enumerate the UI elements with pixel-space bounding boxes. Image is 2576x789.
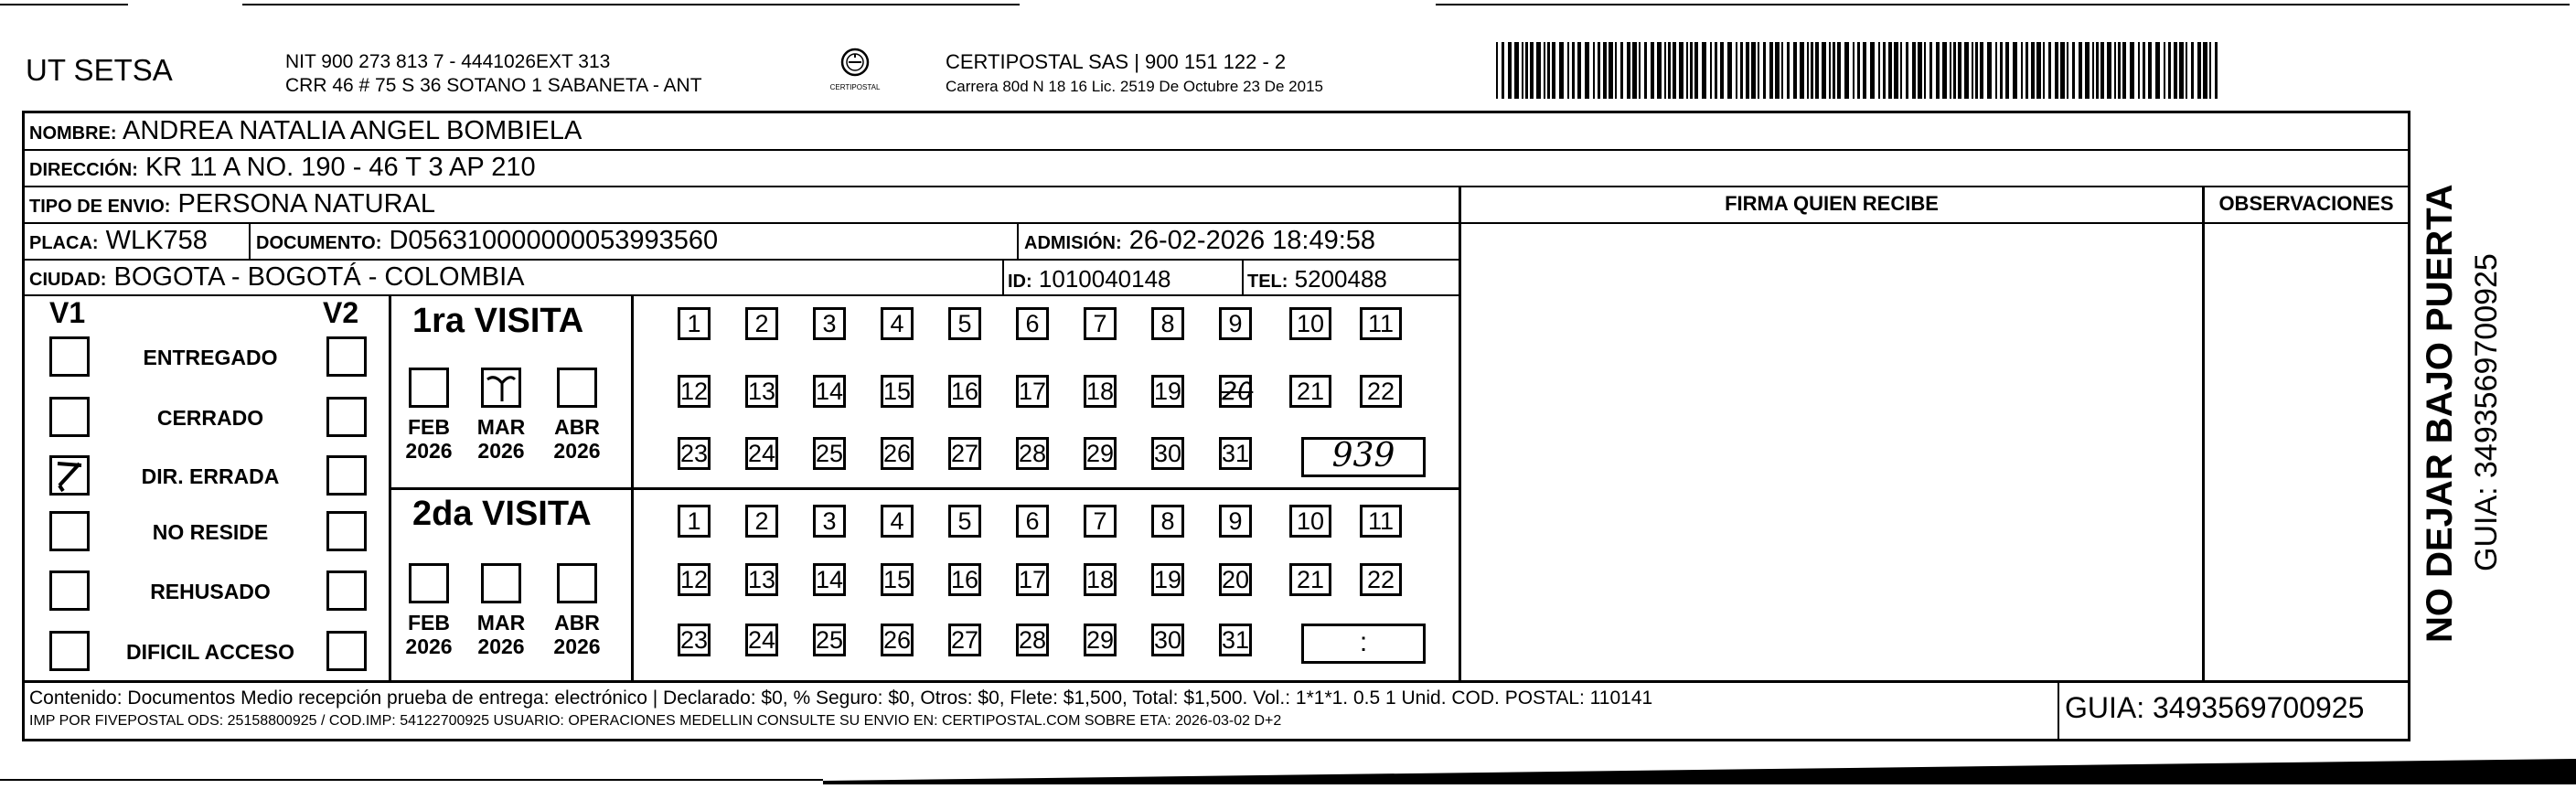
barcode-bar [2148, 42, 2152, 99]
barcode-bar [2096, 42, 2099, 99]
barcode-bar [1620, 42, 1623, 99]
barcode-bar [2055, 42, 2058, 99]
day-box[interactable]: 22 [1360, 563, 1402, 596]
barcode-bar [2031, 42, 2035, 99]
day-box[interactable]: 7 [1084, 307, 1117, 340]
document-value: D056310000000053993560 [389, 226, 719, 255]
plate-value: WLK758 [105, 226, 208, 255]
v2-checkbox[interactable] [326, 631, 367, 671]
day-box[interactable]: 8 [1151, 307, 1184, 340]
barcode-bar [2186, 42, 2187, 99]
barcode-bar [1572, 42, 1575, 99]
row-rule [22, 149, 2410, 151]
v2-checkbox[interactable] [326, 511, 367, 551]
barcode-bar [2067, 42, 2068, 99]
v1-checkbox[interactable] [49, 397, 90, 437]
day-box[interactable]: 24 [745, 437, 778, 470]
v2-checkbox[interactable] [326, 570, 367, 611]
day-box[interactable]: 19 [1151, 563, 1184, 596]
side-warning: NO DEJAR BAJO PUERTA [2420, 184, 2460, 643]
barcode-bar [1857, 42, 1860, 99]
barcode-bar [2155, 42, 2160, 99]
day-box[interactable]: 21 [1289, 375, 1331, 408]
footer-rule [22, 680, 2410, 683]
company-name: UT SETSA [26, 53, 173, 87]
barcode-bar [2005, 42, 2009, 99]
barcode-bar [1953, 42, 1956, 99]
visit1-title: 1ra VISITA [412, 302, 584, 340]
day-box[interactable]: 21 [1289, 563, 1331, 596]
ship-type-row [29, 188, 435, 222]
address-row [29, 152, 536, 186]
barcode-bar [1987, 42, 1992, 99]
barcode-bar [1598, 42, 1600, 99]
day-box[interactable]: 12 [678, 563, 711, 596]
certipostal-logo [828, 46, 882, 99]
day-box[interactable]: 20 [1219, 563, 1252, 596]
barcode-bar [1547, 42, 1550, 99]
day-box[interactable]: 2 [745, 505, 778, 538]
barcode-bar [1639, 42, 1641, 99]
tel-value: 5200488 [1294, 265, 1387, 293]
barcode-bar [1975, 42, 1978, 99]
day-box[interactable]: 14 [813, 375, 846, 408]
month-name: FEB [408, 611, 450, 634]
day-box[interactable]: 3 [813, 505, 846, 538]
day-box[interactable]: 12 [678, 375, 711, 408]
barcode-bar [1664, 42, 1666, 99]
admission-divider [1017, 222, 1019, 259]
check-mark-icon [52, 458, 87, 493]
day-box[interactable]: 5 [948, 307, 981, 340]
name-label: NOMBRE: [29, 123, 117, 144]
form-border-bottom [22, 739, 2410, 741]
recipient-address: KR 11 A NO. 190 - 46 T 3 AP 210 [144, 153, 536, 182]
barcode-bar [2130, 42, 2134, 99]
top-rule [1436, 4, 2570, 5]
barcode-bar [1657, 42, 1662, 99]
barcode-graphic [1496, 42, 2228, 99]
barcode-bar [1751, 42, 1756, 99]
time-box[interactable]: : [1301, 624, 1426, 664]
barcode-bar [1936, 42, 1940, 99]
footer-content-line: Contenido: Documentos Medio recepción prueba de entrega: electrónico | Declarado: $0, % Seguro: $0, Otros: $0, Flete: $1,500, Total: $1,500. Vol.: 1*1*1. 0.5 1 Unid. COD. POSTAL: 110141 [29, 688, 1653, 709]
day-box[interactable]: 17 [1016, 563, 1049, 596]
barcode-bar [1508, 42, 1512, 99]
month-year: 2026 [405, 634, 453, 658]
barcode-bar [1522, 42, 1523, 99]
barcode-bar [2197, 42, 2201, 99]
barcode-bar [1758, 42, 1759, 99]
v1-header: V1 [49, 296, 86, 329]
barcode-bar [1632, 42, 1637, 99]
barcode-bar [1888, 42, 1892, 99]
barcode-bar [1972, 42, 1973, 99]
status-label: NO RESIDE [152, 520, 269, 544]
barcode-bar [1615, 42, 1617, 99]
day-box[interactable]: 17 [1016, 375, 1049, 408]
month-year: 2026 [477, 634, 525, 658]
city-label: CIUDAD: [29, 270, 107, 290]
barcode-bar [1807, 42, 1809, 99]
visit2-title: 2da VISITA [412, 495, 592, 533]
admission-value: 26-02-2026 18:49:58 [1128, 226, 1376, 255]
day-box[interactable]: 29 [1084, 437, 1117, 470]
day-box[interactable]: 5 [948, 505, 981, 538]
barcode-bar [1912, 42, 1916, 99]
day-box[interactable]: 11 [1360, 505, 1402, 538]
barcode-bar [1603, 42, 1607, 99]
top-rule [242, 4, 1020, 5]
v1-checkbox[interactable] [49, 455, 90, 496]
barcode-bar [1690, 42, 1693, 99]
status-label: DIR. ERRADA [141, 464, 280, 488]
time-box[interactable]: 939 [1301, 437, 1426, 477]
barcode-bar [2079, 42, 2082, 99]
day-box[interactable]: 10 [1289, 505, 1331, 538]
day-box[interactable]: 13 [745, 375, 778, 408]
barcode-bar [1567, 42, 1569, 99]
admission-label: ADMISIÓN: [1024, 233, 1122, 253]
city-value: BOGOTA - BOGOTÁ - COLOMBIA [113, 262, 525, 292]
month-name: ABR [554, 611, 600, 634]
id-divider [1002, 259, 1004, 295]
barcode-bar [1929, 42, 1932, 99]
day-box[interactable]: 16 [948, 563, 981, 596]
barcode-bar [2048, 42, 2051, 99]
barcode-bar [1530, 42, 1534, 99]
carrier-line: CERTIPOSTAL SAS | 900 151 122 - 2 [946, 50, 1287, 73]
barcode-bar [2107, 42, 2111, 99]
month-name: FEB [408, 415, 450, 439]
day-box[interactable]: 2 [745, 307, 778, 340]
barcode-bar [1958, 42, 1961, 99]
day-box[interactable]: 15 [881, 563, 914, 596]
barcode-bar [1894, 42, 1898, 99]
month-name: ABR [554, 415, 600, 439]
barcode-bar [2021, 42, 2023, 99]
barcode-bar [2100, 42, 2104, 99]
status-label: DIFICIL ACCESO [125, 640, 294, 664]
day-box[interactable]: 13 [745, 563, 778, 596]
city-field [29, 261, 525, 295]
barcode-bar [1552, 42, 1555, 99]
barcode-bar [2060, 42, 2065, 99]
month-year: 2026 [553, 439, 601, 463]
barcode-bar [1559, 42, 1564, 99]
day-box[interactable]: 10 [1289, 307, 1331, 340]
status-label: CERRADO [156, 406, 264, 430]
barcode-bar [2043, 42, 2045, 99]
barcode-bar [2174, 42, 2177, 99]
row-rule [22, 259, 1459, 261]
visit-divider [389, 487, 1459, 490]
barcode-bar [1740, 42, 1743, 99]
footer-guia: GUIA: 3493569700925 [2065, 691, 2365, 724]
barcode-bar [1536, 42, 1541, 99]
day-box[interactable]: 6 [1016, 505, 1049, 538]
barcode-bar [1775, 42, 1780, 99]
barcode-bar [1673, 42, 1676, 99]
day-box[interactable]: 6 [1016, 307, 1049, 340]
barcode-bar [2036, 42, 2041, 99]
day-box[interactable]: 25 [813, 624, 846, 656]
barcode-bar [1815, 42, 1819, 99]
month-name: MAR [476, 611, 526, 634]
barcode-bar [1577, 42, 1581, 99]
id-label: ID: [1008, 272, 1032, 292]
form-border-top [22, 111, 2410, 113]
barcode [1496, 42, 2228, 99]
id-value: 1010040148 [1038, 265, 1171, 293]
day-box[interactable]: 19 [1151, 375, 1184, 408]
day-box[interactable]: 7 [1084, 505, 1117, 538]
address-label: DIRECCIÓN: [29, 160, 138, 180]
day-box[interactable]: 9 [1219, 307, 1252, 340]
barcode-bar [1769, 42, 1773, 99]
barcode-bar [1844, 42, 1849, 99]
barcode-bar [1736, 42, 1737, 99]
day-box[interactable]: 31 [1219, 624, 1252, 656]
signature-column-divider [1459, 186, 1461, 681]
barcode-bar [2013, 42, 2017, 99]
barcode-bar [1746, 42, 1749, 99]
barcode-bar [1668, 42, 1671, 99]
barcode-bar [1686, 42, 1688, 99]
barcode-bar [2000, 42, 2003, 99]
barcode-bar [1811, 42, 1813, 99]
day-box[interactable]: 28 [1016, 624, 1049, 656]
barcode-bar [1995, 42, 1997, 99]
day-box[interactable]: 18 [1084, 563, 1117, 596]
v2-checkbox[interactable] [326, 397, 367, 437]
day-box[interactable]: 27 [948, 437, 981, 470]
barcode-bar [1496, 42, 1498, 99]
v1-checkbox[interactable] [49, 631, 90, 671]
tel-divider [1242, 259, 1244, 295]
document-field [256, 225, 718, 259]
barcode-bar [2203, 42, 2207, 99]
tel-field [1247, 263, 1387, 297]
barcode-bar [2215, 42, 2218, 99]
barcode-bar [2122, 42, 2126, 99]
barcode-bar [1627, 42, 1630, 99]
recipient-name: ANDREA NATALIA ANGEL BOMBIELA [123, 116, 583, 145]
name-row [29, 115, 582, 149]
barcode-bar [1950, 42, 1951, 99]
form-border-right [2408, 111, 2410, 741]
barcode-bar [2026, 42, 2028, 99]
month-name: MAR [476, 415, 526, 439]
day-box[interactable]: 29 [1084, 624, 1117, 656]
day-box[interactable]: 23 [678, 624, 711, 656]
month-checkbox[interactable] [481, 563, 521, 603]
barcode-bar [1906, 42, 1908, 99]
barcode-bar [2179, 42, 2184, 99]
day-box[interactable]: 28 [1016, 437, 1049, 470]
day-box[interactable]: 25 [813, 437, 846, 470]
barcode-bar [2118, 42, 2121, 99]
day-box[interactable]: 24 [745, 624, 778, 656]
barcode-bar [1727, 42, 1732, 99]
barcode-bar [1829, 42, 1831, 99]
day-box[interactable]: 22 [1360, 375, 1402, 408]
barcode-bar [1710, 42, 1712, 99]
handwritten-mark-icon [484, 370, 518, 405]
month-checkbox[interactable] [409, 368, 449, 408]
footer-imp-line: IMP POR FIVEPOSTAL ODS: 25158800925 / COD.IMP: 54122700925 USUARIO: OPERACIONES MEDELLIN CONSULTE SU ENVIO EN: CERTIPOSTAL.COM SOBRE ETA: 2026-03-02 D+2 [29, 713, 1282, 729]
barcode-bar [2143, 42, 2145, 99]
day-number: 20 [1222, 378, 1254, 406]
side-guia: GUIA: 3493569700925 [2469, 253, 2504, 571]
v1-checkbox[interactable] [49, 511, 90, 551]
status-label: ENTREGADO [143, 346, 278, 369]
day-box[interactable]: 16 [948, 375, 981, 408]
barcode-bar [1781, 42, 1783, 99]
barcode-bar [2092, 42, 2094, 99]
v1-checkbox[interactable] [49, 336, 90, 377]
observations-header: OBSERVACIONES [2218, 192, 2394, 215]
barcode-bar [1964, 42, 1969, 99]
ship-type: PERSONA NATURAL [177, 189, 436, 219]
barcode-bar [2191, 42, 2194, 99]
day-box[interactable]: 1 [678, 505, 711, 538]
v2-header: V2 [323, 296, 359, 329]
day-box[interactable]: 30 [1151, 437, 1184, 470]
barcode-bar [1593, 42, 1595, 99]
day-box[interactable]: 23 [678, 437, 711, 470]
bottom-bar [0, 755, 2576, 784]
barcode-bar [2114, 42, 2116, 99]
nit-line: NIT 900 273 813 7 - 4441026EXT 313 [285, 51, 611, 72]
plate-field [29, 225, 208, 259]
barcode-bar [2209, 42, 2211, 99]
v1-checkbox[interactable] [49, 570, 90, 611]
barcode-bar [1800, 42, 1804, 99]
month-checkbox[interactable] [481, 368, 521, 408]
barcode-bar [2072, 42, 2075, 99]
barcode-bar [1878, 42, 1880, 99]
barcode-bar [1833, 42, 1835, 99]
barcode-bar [2085, 42, 2090, 99]
logo-caption: CERTIPOSTAL [829, 83, 881, 91]
month-checkbox[interactable] [557, 368, 597, 408]
status-label: REHUSADO [150, 580, 271, 603]
month-checkbox[interactable] [409, 563, 449, 603]
barcode-bar [1853, 42, 1855, 99]
top-rule [0, 4, 128, 5]
barcode-bar [1870, 42, 1875, 99]
barcode-bar [1763, 42, 1766, 99]
certipostal-logo-icon [837, 46, 873, 79]
day-box[interactable]: 15 [881, 375, 914, 408]
barcode-bar [1924, 42, 1926, 99]
barcode-bar [1609, 42, 1613, 99]
barcode-bar [1585, 42, 1589, 99]
row-rule [22, 186, 2410, 187]
barcode-bar [2138, 42, 2140, 99]
barcode-bar [1918, 42, 1922, 99]
day-box[interactable]: 11 [1360, 307, 1402, 340]
barcode-bar [1502, 42, 1504, 99]
month-year: 2026 [553, 634, 601, 658]
day-box[interactable]: 27 [948, 624, 981, 656]
barcode-bar [1694, 42, 1698, 99]
plate-label: PLACA: [29, 233, 99, 253]
barcode-bar [2168, 42, 2171, 99]
barcode-bar [1980, 42, 1983, 99]
day-box[interactable]: 30 [1151, 624, 1184, 656]
day-box[interactable]: 31 [1219, 437, 1252, 470]
plate-divider [249, 222, 251, 259]
month-year: 2026 [405, 439, 453, 463]
admission-field [1024, 225, 1375, 259]
barcode-bar [1900, 42, 1902, 99]
day-box[interactable]: 26 [881, 624, 914, 656]
signature-header: FIRMA QUIEN RECIBE [1725, 192, 1939, 215]
barcode-bar [1525, 42, 1528, 99]
row-rule [22, 222, 2410, 224]
form-border-left [22, 111, 25, 741]
day-box[interactable]: 26 [881, 437, 914, 470]
day-box[interactable] [1219, 375, 1252, 408]
v2-checkbox[interactable] [326, 455, 367, 496]
barcode-bar [1942, 42, 1947, 99]
document-label: DOCUMENTO: [256, 233, 382, 253]
barcode-bar [2164, 42, 2165, 99]
tel-label: TEL: [1247, 272, 1288, 292]
day-box[interactable]: 1 [678, 307, 711, 340]
day-box[interactable]: 8 [1151, 505, 1184, 538]
barcode-bar [1514, 42, 1519, 99]
barcode-bar [1651, 42, 1654, 99]
barcode-bar [1863, 42, 1866, 99]
barcode-bar [1679, 42, 1683, 99]
day-box[interactable]: 9 [1219, 505, 1252, 538]
day-box[interactable]: 4 [881, 307, 914, 340]
day-box[interactable]: 14 [813, 563, 846, 596]
barcode-bar [1715, 42, 1717, 99]
bottom-bar-graphic [0, 755, 2576, 784]
barcode-bar [1720, 42, 1724, 99]
ship-type-label: TIPO DE ENVIO: [29, 197, 171, 217]
barcode-bar [1883, 42, 1886, 99]
barcode-bar [1644, 42, 1647, 99]
barcode-bar [1822, 42, 1826, 99]
observations-column-divider [2202, 186, 2205, 681]
day-box[interactable]: 4 [881, 505, 914, 538]
carrier-address: Carrera 80d N 18 16 Lic. 2519 De Octubre 23 De 2015 [946, 78, 1323, 95]
barcode-bar [1787, 42, 1790, 99]
v2-checkbox[interactable] [326, 336, 367, 377]
barcode-bar [1702, 42, 1706, 99]
footer-guia-divider [2058, 680, 2059, 741]
month-year: 2026 [477, 439, 525, 463]
barcode-bar [1837, 42, 1841, 99]
day-box[interactable]: 18 [1084, 375, 1117, 408]
month-checkbox[interactable] [557, 563, 597, 603]
barcode-bar [1793, 42, 1797, 99]
day-box[interactable]: 3 [813, 307, 846, 340]
sender-address: CRR 46 # 75 S 36 SOTANO 1 SABANETA - ANT [285, 75, 702, 96]
id-field [1008, 263, 1171, 297]
barcode-bar [1544, 42, 1545, 99]
